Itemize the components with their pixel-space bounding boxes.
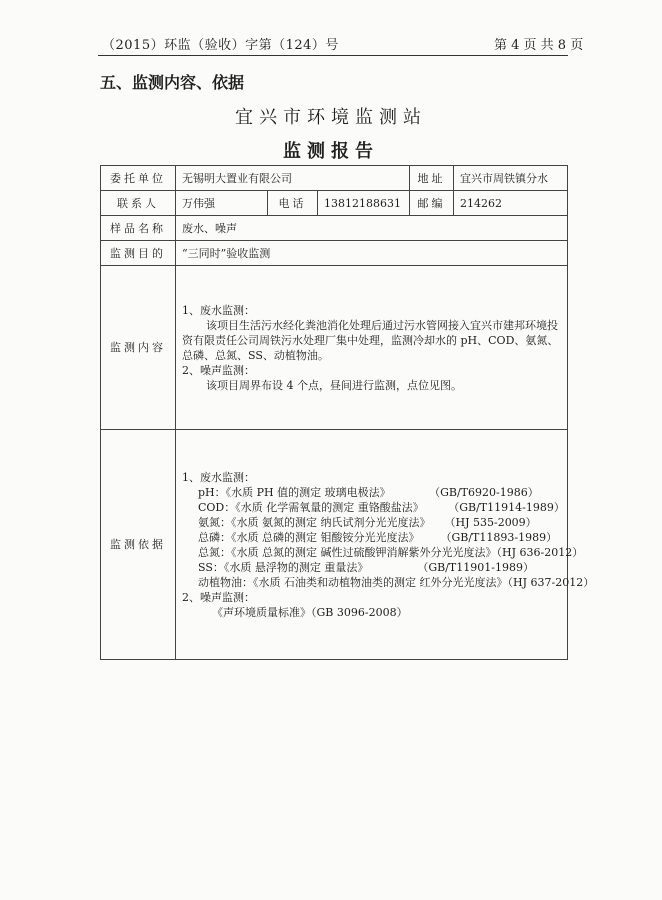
basis-item: SS：《水质 悬浮物的测定 重量法》 （GB/T11901-1989） xyxy=(198,560,534,574)
document-number: （2015）环监（验收）字第（124）号 xyxy=(102,38,339,53)
page-indicator: 第 4 页 共 8 页 xyxy=(494,38,584,53)
basis-item: 总磷：《水质 总磷的测定 钼酸铵分光光度法》 （GB/T11893-1989） xyxy=(198,530,558,544)
wastewater-description: 该项目生活污水经化粪池消化处理后通过污水管网接入宜兴市建邦环境投资有限责任公司周铁污水处理厂集中处理，监测冷却水的 pH、COD、氨氮、总磷、总氮、SS、动植物油。 xyxy=(182,318,559,362)
content-label: 监测内容 xyxy=(101,266,176,430)
table-row xyxy=(101,430,568,660)
basis-noise-heading: 2、噪声监测： xyxy=(182,590,255,604)
table-row xyxy=(101,266,568,430)
basis-label: 监测依据 xyxy=(101,430,176,660)
basis-item: pH：《水质 PH 值的测定 玻璃电极法》 （GB/T6920-1986） xyxy=(198,485,539,499)
basis-item: 氨氮：《水质 氨氮的测定 纳氏试剂分光光度法》 （HJ 535-2009） xyxy=(198,515,537,529)
table-row xyxy=(101,166,568,191)
header-divider xyxy=(98,55,568,56)
table-row xyxy=(101,216,568,241)
table-row xyxy=(101,241,568,266)
basis-wastewater-heading: 1、废水监测： xyxy=(182,470,255,484)
sample-value: 废水、噪声 xyxy=(176,216,568,241)
purpose-value: “三同时”验收监测 xyxy=(176,241,568,266)
postcode-value: 214262 xyxy=(454,191,568,216)
phone-label: 电话 xyxy=(268,191,318,216)
client-label: 委托单位 xyxy=(101,166,176,191)
wastewater-heading: 1、废水监测： xyxy=(182,303,255,317)
report-table xyxy=(100,165,595,660)
phone-value: 13812188631 xyxy=(318,191,410,216)
basis-item: COD：《水质 化学需氧量的测定 重铬酸盐法》 （GB/T11914-1989） xyxy=(198,500,565,514)
purpose-label: 监测目的 xyxy=(101,241,176,266)
address-label: 地址 xyxy=(410,166,454,191)
basis-noise-item: 《声环境质量标准》（GB 3096-2008） xyxy=(212,605,408,619)
postcode-label: 邮编 xyxy=(410,191,454,216)
sample-label: 样品名称 xyxy=(101,216,176,241)
table-row xyxy=(101,191,568,216)
client-value: 无锡明大置业有限公司 xyxy=(176,166,410,191)
address-value: 宜兴市周铁镇分水 xyxy=(454,166,568,191)
contact-label: 联系人 xyxy=(101,191,176,216)
basis-cell xyxy=(176,430,595,660)
report-title: 监测报告 xyxy=(283,141,379,162)
noise-description: 该项目周界布设 4 个点，昼间进行监测，点位见图。 xyxy=(206,378,462,392)
basis-item: 动植物油：《水质 石油类和动植物油类的测定 红外分光光度法》（HJ 637-2012） xyxy=(198,575,595,589)
basis-item: 总氮：《水质 总氮的测定 碱性过硫酸钾消解紫外分光光度法》（HJ 636-2012） xyxy=(198,545,584,559)
contact-value: 万伟强 xyxy=(176,191,268,216)
noise-heading: 2、噪声监测： xyxy=(182,363,255,377)
content-cell xyxy=(176,266,568,430)
section-title: 五、监测内容、依据 xyxy=(100,73,245,92)
station-name: 宜兴市环境监测站 xyxy=(235,107,427,128)
